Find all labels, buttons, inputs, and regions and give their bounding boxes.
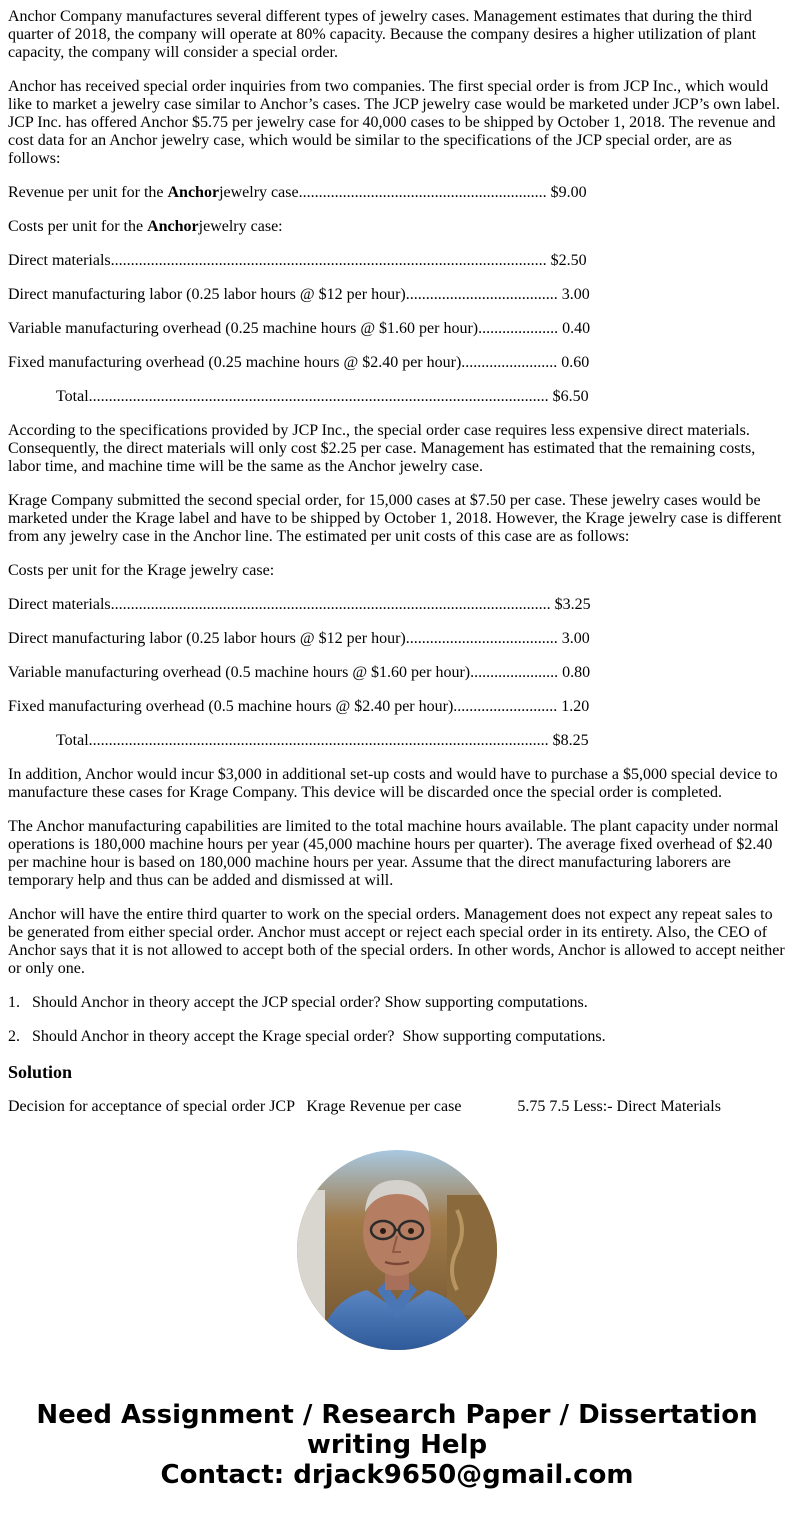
anchor-fixed-overhead: Fixed manufacturing overhead (0.25 machine hours @ $2.40 per hour)........................ 0.60 [8, 354, 590, 371]
anchor-revenue-suffix: jewelry case.............................................................. $9.00 [219, 184, 587, 201]
anchor-costs-prefix: Costs per unit for the [8, 218, 148, 235]
krage-fixed-overhead: Fixed manufacturing overhead (0.5 machine hours @ $2.40 per hour).......................... 1.20 [8, 698, 590, 715]
intro-paragraph-2: Anchor has received special order inquiries from two companies. The first special order is from JCP Inc., which would like to market a jewelry case similar to Anchor’s cases. The JCP jewelry case would be marketed under JCP’s own label. JCP Inc. has offered Anchor $5.75 per jewelry case for 40,000 cases to be shipped by October 1, 2018. The revenue and cost data for an Anchor jewelry case, which would be similar to the specifications of the JCP special order, are as follows: [8, 78, 780, 167]
jcp-note-paragraph: According to the specifications provided by JCP Inc., the special order case requires less expensive direct materials. Consequently, the direct materials will only cost $2.25 per case. Management has estimated that the remaining costs, labor time, and machine time will be the same as the Anchor jewelry case. [8, 422, 756, 475]
third-quarter-paragraph: Anchor will have the entire third quarter to work on the special orders. Management does not expect any repeat sales to be generated from either special order. Anchor must accept or reject each special order in its entirety. Also, the CEO of Anchor says that it is not allowed to accept both of the special orders. In other words, Anchor is allowed to accept neither or only one. [8, 906, 785, 977]
anchor-total: Total................................................................................................................... $6.50 [56, 388, 589, 405]
promo-contact-line: Contact: drjack9650@gmail.com [160, 1460, 634, 1490]
anchor-revenue-bold: Anchor [167, 184, 220, 201]
solution-line: Decision for acceptance of special order JCP Krage Revenue per case 5.75 7.5 Less:- Direct Materials [8, 1098, 721, 1115]
promo-banner [0, 1400, 794, 1490]
anchor-costs-bold: Anchor [147, 218, 199, 235]
author-avatar-photo [297, 1150, 497, 1350]
anchor-costs-suffix: jewelry case: [198, 218, 283, 235]
additional-costs-paragraph: In addition, Anchor would incur $3,000 in additional set-up costs and would have to purchase a $5,000 special device to manufacture these cases for Krage Company. This device will be discarded once the special order is completed. [8, 766, 778, 801]
promo-line-1: Need Assignment / Research Paper / Dissertation [36, 1400, 758, 1430]
capacity-paragraph: The Anchor manufacturing capabilities are limited to the total machine hours available. The plant capacity under normal operations is 180,000 machine hours per year (45,000 machine hours per quarter). The average fixed overhead of $2.40 per machine hour is based on 180,000 machine hours per year. Assume that the direct manufacturing laborers are temporary help and thus can be added and dismissed at will. [8, 818, 779, 889]
intro-paragraph-1: Anchor Company manufactures several different types of jewelry cases. Management estimates that during the third quarter of 2018, the company will operate at 80% capacity. Because the company desires a higher utilization of plant capacity, the company will consider a special order. [8, 8, 757, 61]
question-2: 2. Should Anchor in theory accept the Krage special order? Show supporting computations. [8, 1028, 606, 1045]
krage-variable-overhead: Variable manufacturing overhead (0.5 machine hours @ $1.60 per hour)...................... 0.80 [8, 664, 591, 681]
krage-direct-labor: Direct manufacturing labor (0.25 labor hours @ $12 per hour)...................................... 3.00 [8, 630, 590, 647]
promo-line-2: writing Help [306, 1430, 488, 1460]
anchor-direct-materials: Direct materials............................................................................................................. $2.50 [8, 252, 587, 269]
question-1: 1. Should Anchor in theory accept the JCP special order? Show supporting computations. [8, 994, 588, 1011]
solution-heading: Solution [8, 1062, 73, 1082]
krage-intro-paragraph: Krage Company submitted the second special order, for 15,000 cases at $7.50 per case. These jewelry cases would be marketed under the Krage label and have to be shipped by October 1, 2018. However, the Krage jewelry case is different from any jewelry case in the Anchor line. The estimated per unit costs of this case are as follows: [8, 492, 782, 545]
anchor-revenue-line [8, 184, 788, 202]
author-portrait-image [297, 1150, 497, 1350]
document-body [8, 8, 788, 1132]
anchor-variable-overhead: Variable manufacturing overhead (0.25 machine hours @ $1.60 per hour).................... 0.40 [8, 320, 591, 337]
krage-direct-materials: Direct materials.............................................................................................................. $3.25 [8, 596, 591, 613]
anchor-revenue-prefix: Revenue per unit for the [8, 184, 168, 201]
promo-section [0, 1150, 794, 1490]
krage-costs-header: Costs per unit for the Krage jewelry case: [8, 562, 275, 579]
anchor-direct-labor: Direct manufacturing labor (0.25 labor hours @ $12 per hour)...................................... 3.00 [8, 286, 590, 303]
anchor-costs-header [8, 218, 788, 236]
krage-total: Total................................................................................................................... $8.25 [56, 732, 589, 749]
